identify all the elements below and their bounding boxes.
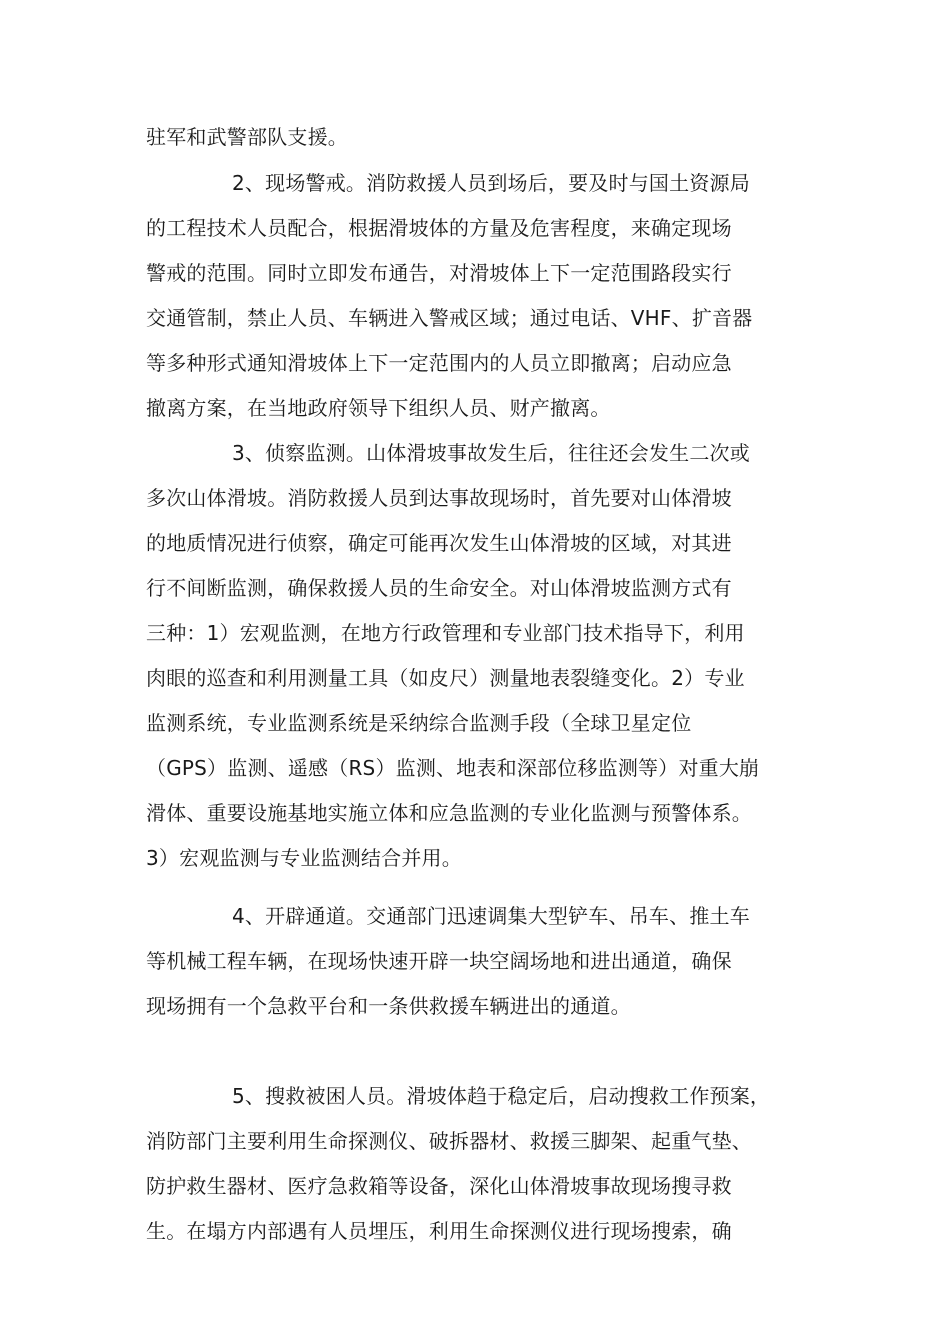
text-line: 等机械工程车辆，在现场快速开辟一块空阔场地和进出通道，确保	[146, 949, 732, 973]
text-line: 多次山体滑坡。消防救援人员到达事故现场时，首先要对山体滑坡	[146, 486, 732, 510]
text-line: 驻军和武警部队支援。	[146, 125, 348, 149]
text-line: 警戒的范围。同时立即发布通告，对滑坡体上下一定范围路段实行	[146, 261, 732, 285]
text-line: 交通管制，禁止人员、车辆进入警戒区域；通过电话、VHF、扩音器	[146, 306, 753, 330]
text-line: 防护救生器材、医疗急救箱等设备，深化山体滑坡事故现场搜寻救	[146, 1174, 732, 1198]
text-line: 的工程技术人员配合，根据滑坡体的方量及危害程度，来确定现场	[146, 216, 732, 240]
text-line: 行不间断监测，确保救援人员的生命安全。对山体滑坡监测方式有	[146, 576, 732, 600]
text-line: 等多种形式通知滑坡体上下一定范围内的人员立即撤离；启动应急	[146, 351, 732, 375]
text-line: 3、侦察监测。山体滑坡事故发生后，往往还会发生二次或	[232, 441, 750, 465]
text-line: 2、现场警戒。消防救援人员到场后，要及时与国土资源局	[232, 171, 750, 195]
text-line: 三种：1）宏观监测，在地方行政管理和专业部门技术指导下，利用	[146, 621, 745, 645]
text-line: 现场拥有一个急救平台和一条供救援车辆进出的通道。	[146, 994, 631, 1018]
text-line: 生。在塌方内部遇有人员埋压，利用生命探测仪进行现场搜索，确	[146, 1219, 732, 1243]
text-line: 4、开辟通道。交通部门迅速调集大型铲车、吊车、推土车	[232, 904, 750, 928]
text-line: 3）宏观监测与专业监测结合并用。	[146, 846, 462, 870]
text-line: 的地质情况进行侦察，确定可能再次发生山体滑坡的区域，对其进	[146, 531, 732, 555]
text-line: （GPS）监测、遥感（RS）监测、地表和深部位移监测等）对重大崩	[146, 756, 760, 780]
text-line: 5、搜救被困人员。滑坡体趋于稳定后，启动搜救工作预案，	[232, 1084, 771, 1108]
text-line: 滑体、重要设施基地实施立体和应急监测的专业化监测与预警体系。	[146, 801, 752, 825]
text-line: 监测系统，专业监测系统是采纳综合监测手段（全球卫星定位	[146, 711, 692, 735]
text-line: 消防部门主要利用生命探测仪、破拆器材、救援三脚架、起重气垫、	[146, 1129, 752, 1153]
text-line: 肉眼的巡查和利用测量工具（如皮尺）测量地表裂缝变化。2）专业	[146, 666, 745, 690]
text-line: 撤离方案，在当地政府领导下组织人员、财产撤离。	[146, 396, 611, 420]
